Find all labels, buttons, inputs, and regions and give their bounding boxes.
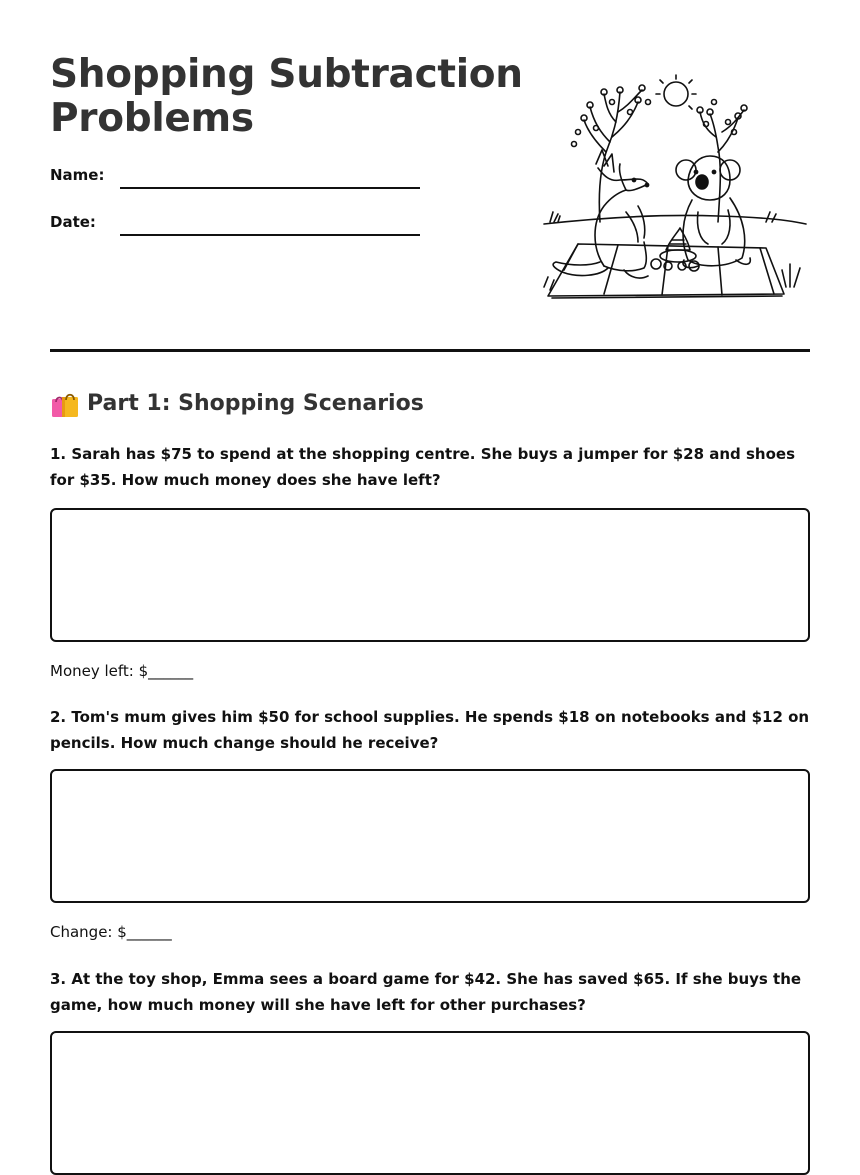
kangaroo-koala-picnic-illustration: [538, 72, 810, 308]
answer-box-3[interactable]: [50, 1031, 810, 1175]
question-2: 2. Tom's mum gives him $50 for school supplies. He spends $18 on notebooks and $12 on pencils. How much change should he receive?: [50, 708, 810, 752]
answer-box-2[interactable]: [50, 769, 810, 903]
shopping-bags-icon: [50, 389, 80, 419]
name-label: Name:: [50, 166, 105, 184]
kangaroo-icon: [553, 150, 648, 278]
date-label: Date:: [50, 213, 96, 231]
tree-left-icon: [572, 85, 651, 222]
tree-right-icon: [697, 100, 747, 223]
title-line-1: Shopping Subtraction: [50, 52, 523, 97]
worksheet-title: [50, 53, 523, 141]
question-3: 3. At the toy shop, Emma sees a board game for $42. She has saved $65. If she buys the game, how much money will she have left for other purchases?: [50, 970, 802, 1014]
part1-heading: [50, 389, 424, 419]
picnic-food-icon: [651, 228, 699, 271]
question-1: 1. Sarah has $75 to spend at the shopping centre. She buys a jumper for $28 and shoes for $35. How much money does she have left?: [50, 445, 795, 489]
part1-title: Part 1: Shopping Scenarios: [87, 391, 424, 416]
answer-prompt-1: Money left: $______: [50, 662, 194, 680]
header-divider: [50, 349, 810, 352]
name-field[interactable]: [120, 187, 420, 189]
date-field[interactable]: [120, 234, 420, 236]
answer-box-1[interactable]: [50, 508, 810, 642]
title-line-2: Problems: [50, 96, 254, 141]
answer-prompt-2: Change: $______: [50, 923, 172, 941]
sun-icon: [656, 75, 696, 109]
